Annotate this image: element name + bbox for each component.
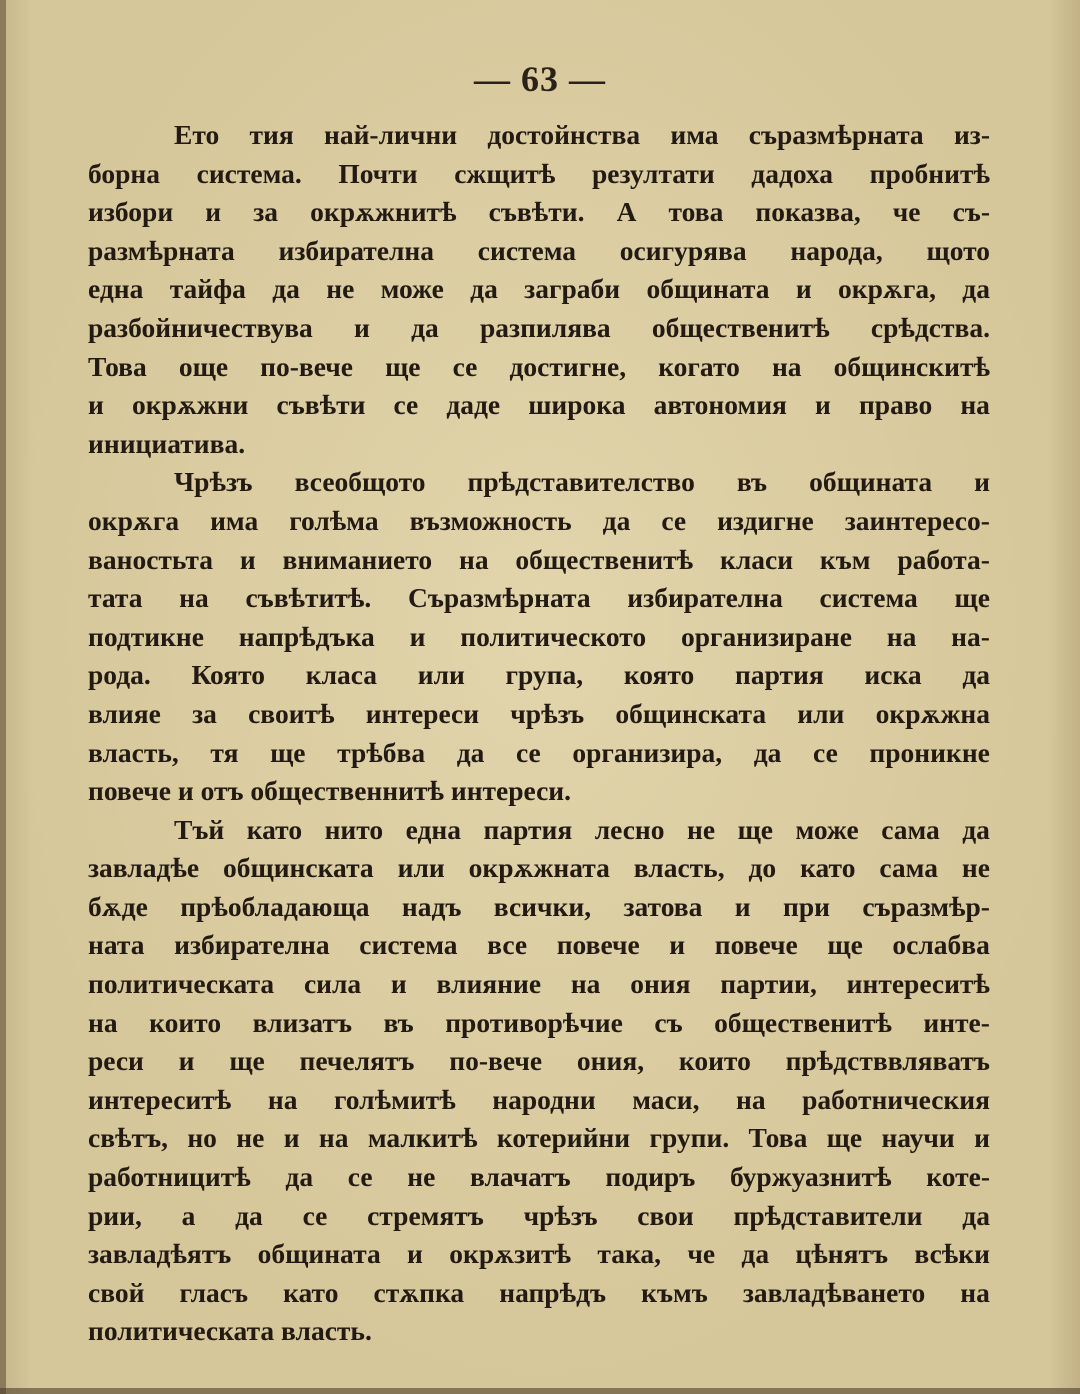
text-line: рода. Която класа или група, която партия иска да xyxy=(88,659,990,691)
page-left-edge xyxy=(0,0,6,1394)
text-line: реси и ще печелятъ по-вече ония, които прѣдстввляватъ xyxy=(88,1045,990,1077)
text-line: ната избирателна система все повече и повече ще ослабва xyxy=(88,929,990,961)
text-line: и окрѫжни съвѣти се даде широка автономия и право на xyxy=(88,389,990,421)
paragraph xyxy=(88,116,990,463)
text-line: Това още по-вече ще се достигне, когато на общинскитѣ xyxy=(88,350,990,382)
text-line: ваностьта и вниманието на общественитѣ класи към работа- xyxy=(88,543,990,575)
paragraph xyxy=(88,463,990,810)
text-line: политическата власть. xyxy=(88,1315,372,1347)
text-line: окрѫга има голѣма възможность да се издигне заинтересо- xyxy=(88,504,990,536)
text-line: избори и за окрѫжнитѣ съвѣти. А това показва, че съ- xyxy=(88,196,990,228)
text-line: работницитѣ да се не влачатъ подиръ буржуазнитѣ коте- xyxy=(88,1161,990,1193)
page-bottom-edge xyxy=(0,1388,1080,1394)
text-line: инициатива. xyxy=(88,427,246,459)
text-line: Чрѣзъ всеобщото прѣдставителство въ общината и xyxy=(174,466,990,498)
text-line: размѣрната избирателна система осигурява народа, щото xyxy=(88,234,990,266)
text-line: свѣтъ, но не и на малкитѣ котерийни групи. Това ще научи и xyxy=(88,1122,990,1154)
text-line: власть, тя ще трѣбва да се организира, да се проникне xyxy=(88,736,990,768)
text-line: политическата сила и влияние на ония партии, интереситѣ xyxy=(88,968,990,1000)
text-line: Тъй като нито една партия лесно не ще може сама да xyxy=(174,813,990,845)
page-number: — 63 — xyxy=(474,59,606,99)
text-line: тата на съвѣтитѣ. Сърaзмѣрната избирателна система ще xyxy=(88,582,990,614)
text-line: една тайфа да не може да заграби общината и окрѫга, да xyxy=(88,273,990,305)
text-line: влияе за своитѣ интереси чрѣзъ общинската или окрѫжна xyxy=(88,697,990,729)
text-line: свой гласъ като стѫпка напрѣдъ къмъ завладѣването на xyxy=(88,1276,990,1308)
paragraph xyxy=(88,811,990,1351)
text-line: завладѣятъ общината и окрѫзитѣ така, че да цѣнятъ всѣки xyxy=(88,1238,990,1270)
text-line: борна система. Почти сжщитѣ резултати дадоха пробнитѣ xyxy=(88,157,990,189)
body-text xyxy=(88,116,990,1351)
text-line: бѫде прѣобладающа надъ всички, затова и при сърaзмѣр- xyxy=(88,890,990,922)
text-line: разбойничествува и да разпилява общественитѣ срѣдства. xyxy=(88,311,990,343)
text-line: на които влизатъ въ противорѣчие съ общественитѣ инте- xyxy=(88,1006,990,1038)
text-line: повече и отъ общественнитѣ интереси. xyxy=(88,775,572,807)
text-line: Ето тия най-лични достойнства има сърaзмѣрната из- xyxy=(174,119,990,150)
text-line: рии, а да се стремятъ чрѣзъ свои прѣдставители да xyxy=(88,1199,990,1231)
text-line: подтикне напрѣдъка и политическото организиране на на- xyxy=(88,620,990,652)
text-line: завладѣе общинската или окрѫжната власть, до като сама не xyxy=(88,852,990,884)
text-line: интереситѣ на голѣмитѣ народни маси, на работническия xyxy=(88,1083,990,1115)
